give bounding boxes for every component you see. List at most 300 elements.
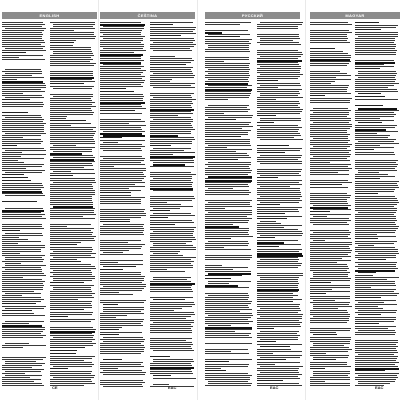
text-line (208, 381, 248, 382)
text-line (150, 79, 172, 80)
text-line (257, 310, 301, 311)
text-line (257, 111, 302, 112)
text-line (50, 32, 94, 33)
paragraph-heading-line (100, 334, 119, 335)
text-line (150, 220, 192, 221)
text-line (150, 166, 194, 167)
text-line (310, 230, 349, 231)
text-line (260, 259, 299, 260)
text-line (100, 321, 143, 322)
text-line (355, 164, 398, 165)
text-line (100, 244, 145, 245)
text-line (260, 357, 300, 358)
text-line (205, 170, 252, 171)
text-line (100, 302, 144, 303)
text-line (313, 274, 348, 275)
text-line (310, 142, 348, 143)
paragraph-heading-line (257, 380, 283, 381)
text-line (2, 162, 24, 163)
paragraph-heading-line (103, 304, 118, 305)
text-line (150, 143, 192, 144)
text-line (260, 127, 302, 128)
paragraph-heading-line (2, 180, 31, 181)
text-line (2, 277, 23, 278)
text-line (260, 202, 299, 203)
text-line (100, 30, 142, 31)
paragraph-heading-line (2, 310, 32, 311)
text-line (257, 89, 302, 90)
text-line (355, 275, 373, 276)
text-line (2, 226, 42, 227)
text-line (100, 317, 116, 318)
text-line (150, 287, 191, 288)
text-line (205, 368, 221, 369)
text-line (100, 197, 145, 198)
text-line (2, 367, 32, 368)
text-line (355, 364, 395, 365)
text-line (313, 345, 344, 346)
text-line (355, 232, 395, 233)
text-line (257, 344, 302, 345)
text-line (100, 140, 145, 141)
text-line (100, 119, 141, 120)
text-line (100, 28, 144, 29)
text-line (257, 72, 300, 73)
text-line (100, 86, 143, 87)
text-line (103, 34, 141, 35)
text-line (313, 205, 351, 206)
text-line (2, 285, 44, 286)
text-line (50, 192, 95, 193)
text-line (50, 149, 92, 150)
text-line (50, 293, 95, 294)
text-line (310, 250, 352, 251)
text-line (50, 49, 91, 50)
paragraph-heading-line (257, 122, 274, 123)
text-line (310, 310, 347, 311)
text-line (355, 332, 396, 333)
text-line (355, 340, 398, 341)
text-line (257, 267, 298, 268)
text-line (313, 224, 349, 225)
text-line (205, 351, 231, 352)
text-line (355, 304, 397, 305)
text-line (313, 276, 348, 277)
paragraph-heading-line (355, 178, 380, 179)
text-line (355, 202, 399, 203)
text-line (355, 206, 394, 207)
text-line (208, 241, 248, 242)
text-line (50, 112, 94, 113)
text-line (100, 313, 144, 314)
text-line (100, 106, 142, 107)
text-line (2, 59, 45, 60)
text-line (100, 100, 143, 101)
text-line (100, 347, 145, 348)
text-line (257, 54, 303, 55)
text-line (100, 121, 145, 122)
text-line (50, 102, 95, 103)
text-line (205, 113, 224, 114)
text-line (100, 230, 144, 231)
paragraph-heading-line (260, 346, 290, 347)
text-line (205, 81, 249, 82)
text-line (50, 131, 96, 132)
text-line (257, 263, 302, 264)
text-line (310, 187, 348, 188)
text-line (50, 264, 91, 265)
text-line (205, 65, 249, 66)
text-line (260, 66, 301, 67)
text-line (150, 113, 193, 114)
text-line (310, 160, 350, 161)
text-line (205, 249, 251, 250)
text-line (355, 234, 377, 235)
text-line (150, 67, 193, 68)
text-line (100, 56, 141, 57)
paragraph-heading-line (150, 24, 173, 25)
text-line (205, 364, 249, 365)
text-line (355, 89, 397, 90)
text-line (100, 70, 146, 71)
text-line (100, 82, 144, 83)
text-line (205, 335, 249, 336)
text-line (50, 335, 94, 336)
text-line (257, 26, 298, 27)
paragraph-heading-line (150, 224, 175, 225)
section-header-magyar: MAGYAR (310, 12, 400, 19)
text-line (2, 218, 46, 219)
paragraph-heading-line (310, 211, 330, 212)
text-line (358, 354, 394, 355)
text-line (5, 269, 42, 270)
cestina-text-column-1 (100, 22, 146, 390)
text-line (260, 74, 303, 75)
text-line (257, 322, 302, 323)
text-line (313, 146, 350, 147)
text-line (50, 133, 95, 134)
text-line (310, 332, 336, 333)
text-line (100, 353, 141, 354)
text-line (310, 63, 349, 64)
paragraph-heading-line (257, 204, 280, 205)
text-line (355, 64, 384, 65)
text-line (257, 184, 302, 185)
text-line (150, 38, 194, 39)
text-line (5, 263, 21, 264)
text-line (310, 248, 350, 249)
text-line (257, 306, 299, 307)
text-line (205, 259, 250, 260)
text-line (2, 75, 32, 76)
text-line (355, 42, 394, 43)
text-line (310, 53, 348, 54)
text-line (50, 247, 92, 248)
text-line (310, 203, 348, 204)
text-line (153, 322, 194, 323)
text-line (260, 163, 302, 164)
text-line (50, 339, 95, 340)
text-line (257, 378, 300, 379)
text-line (310, 126, 352, 127)
text-line (100, 186, 145, 187)
text-line (310, 75, 351, 76)
text-line (53, 145, 76, 146)
text-line (5, 361, 36, 362)
text-line (208, 295, 249, 296)
text-line (5, 195, 45, 196)
text-line (257, 182, 299, 183)
text-line (50, 167, 84, 168)
text-line (150, 69, 191, 70)
text-line (257, 283, 299, 284)
text-line (50, 341, 92, 342)
text-line (153, 213, 191, 214)
text-line (355, 127, 395, 128)
text-line (205, 311, 240, 312)
text-line (150, 77, 194, 78)
text-line (205, 124, 249, 125)
text-line (205, 319, 248, 320)
text-line (310, 193, 347, 194)
text-line (260, 175, 301, 176)
paragraph-heading-line (100, 221, 130, 222)
text-line (355, 285, 396, 286)
text-line (2, 139, 41, 140)
text-line (208, 73, 249, 74)
text-line (355, 312, 396, 313)
text-line (100, 219, 130, 220)
text-line (310, 79, 351, 80)
text-line (205, 255, 252, 256)
text-line (355, 174, 388, 175)
text-line (310, 148, 347, 149)
panel-fold-line (197, 0, 198, 400)
text-line (2, 299, 44, 300)
text-line (310, 242, 352, 243)
paragraph-heading-line (100, 329, 119, 330)
text-line (150, 289, 192, 290)
text-line (310, 312, 348, 313)
text-line (257, 58, 298, 59)
text-line (150, 297, 193, 298)
text-line (310, 347, 349, 348)
paragraph-heading-line (50, 42, 74, 43)
text-line (50, 155, 93, 156)
text-line (310, 379, 350, 380)
text-line (2, 212, 41, 213)
text-line (100, 343, 141, 344)
text-line (257, 333, 297, 334)
text-line (355, 116, 394, 117)
text-line (257, 376, 298, 377)
text-line (310, 260, 351, 261)
text-line (2, 381, 34, 382)
text-line (355, 44, 396, 45)
text-line (355, 228, 398, 229)
paragraph-heading-line (257, 80, 278, 81)
text-line (50, 202, 93, 203)
text-line (257, 91, 299, 92)
text-line (310, 91, 347, 92)
text-line (355, 114, 396, 115)
text-line (100, 176, 146, 177)
text-line (2, 295, 22, 296)
text-line (355, 154, 395, 155)
text-line (257, 107, 300, 108)
text-line (310, 154, 351, 155)
text-line (310, 120, 351, 121)
text-line (53, 51, 92, 52)
text-line (310, 341, 350, 342)
text-line (2, 127, 44, 128)
text-line (50, 110, 92, 111)
text-line (100, 372, 146, 373)
text-line (355, 54, 396, 55)
text-line (150, 172, 191, 173)
paragraph-heading-line (310, 184, 342, 185)
text-line (310, 150, 351, 151)
text-line (5, 375, 42, 376)
text-line (100, 182, 145, 183)
text-line (100, 242, 128, 243)
text-line (355, 145, 380, 146)
text-line (205, 147, 227, 148)
text-line (100, 178, 144, 179)
text-line (355, 216, 396, 217)
text-line (310, 238, 351, 239)
text-line (205, 353, 249, 354)
text-line (257, 318, 302, 319)
text-line (50, 116, 67, 117)
text-line (310, 351, 348, 352)
paragraph-heading-line (150, 35, 181, 36)
text-line (310, 168, 352, 169)
text-line (313, 209, 351, 210)
text-line (2, 347, 23, 348)
text-line (50, 163, 92, 164)
text-line (2, 57, 19, 58)
text-line (50, 285, 94, 286)
text-line (103, 48, 143, 49)
text-line (153, 162, 194, 163)
paragraph-heading-line (205, 275, 242, 276)
text-line (50, 188, 93, 189)
text-line (310, 280, 350, 281)
text-line (100, 148, 141, 149)
text-line (150, 115, 178, 116)
text-line (53, 157, 95, 158)
text-line (50, 135, 94, 136)
text-line (355, 289, 396, 290)
text-line (100, 380, 143, 381)
text-line (150, 150, 184, 151)
text-line (2, 216, 42, 217)
text-line (153, 97, 192, 98)
text-line (257, 374, 302, 375)
text-line (313, 122, 349, 123)
text-line (310, 353, 326, 354)
text-line (100, 72, 143, 73)
paragraph-heading-line (355, 297, 381, 298)
text-line (2, 38, 42, 39)
text-line (358, 268, 398, 269)
text-line (100, 362, 143, 363)
text-line (100, 215, 146, 216)
text-line (2, 95, 42, 96)
text-line (2, 93, 23, 94)
text-line (100, 282, 142, 283)
text-line (310, 246, 349, 247)
text-line (50, 307, 92, 308)
paragraph-heading-line (257, 341, 276, 342)
text-line (257, 150, 300, 151)
text-line (2, 333, 41, 334)
text-line (103, 307, 144, 308)
text-line (260, 139, 303, 140)
text-line (310, 24, 352, 25)
text-line (355, 247, 395, 248)
text-line (355, 133, 377, 134)
text-line (205, 59, 249, 60)
paragraph-heading-line (355, 29, 381, 30)
text-line (153, 350, 194, 351)
paragraph-heading-line (310, 368, 325, 369)
text-line (5, 265, 46, 266)
text-line (205, 51, 250, 52)
text-line (257, 105, 298, 106)
text-line (358, 170, 397, 171)
text-line (50, 329, 96, 330)
text-line (205, 373, 248, 374)
text-line (358, 310, 397, 311)
text-line (2, 26, 42, 27)
text-line (310, 381, 325, 382)
text-line (310, 136, 348, 137)
text-line (150, 316, 191, 317)
text-line (205, 305, 248, 306)
text-line (257, 287, 298, 288)
text-line (205, 139, 250, 140)
text-line (310, 170, 349, 171)
text-line (257, 281, 298, 282)
text-line (50, 212, 94, 213)
text-line (257, 265, 301, 266)
text-line (2, 32, 42, 33)
text-line (355, 38, 395, 39)
text-line (358, 330, 395, 331)
text-line (257, 211, 299, 212)
text-line (100, 319, 144, 320)
text-line (50, 100, 92, 101)
text-line (100, 290, 142, 291)
text-line (260, 196, 302, 197)
text-line (50, 218, 95, 219)
text-line (310, 73, 347, 74)
text-line (103, 38, 143, 39)
text-line (50, 238, 94, 239)
paragraph-heading-line (50, 120, 86, 121)
text-line (355, 283, 395, 284)
text-line (260, 120, 301, 121)
text-line (257, 173, 299, 174)
text-line (53, 270, 91, 271)
text-line (310, 128, 350, 129)
text-line (150, 324, 191, 325)
text-line (310, 144, 352, 145)
text-line (205, 194, 249, 195)
text-line (2, 129, 44, 130)
